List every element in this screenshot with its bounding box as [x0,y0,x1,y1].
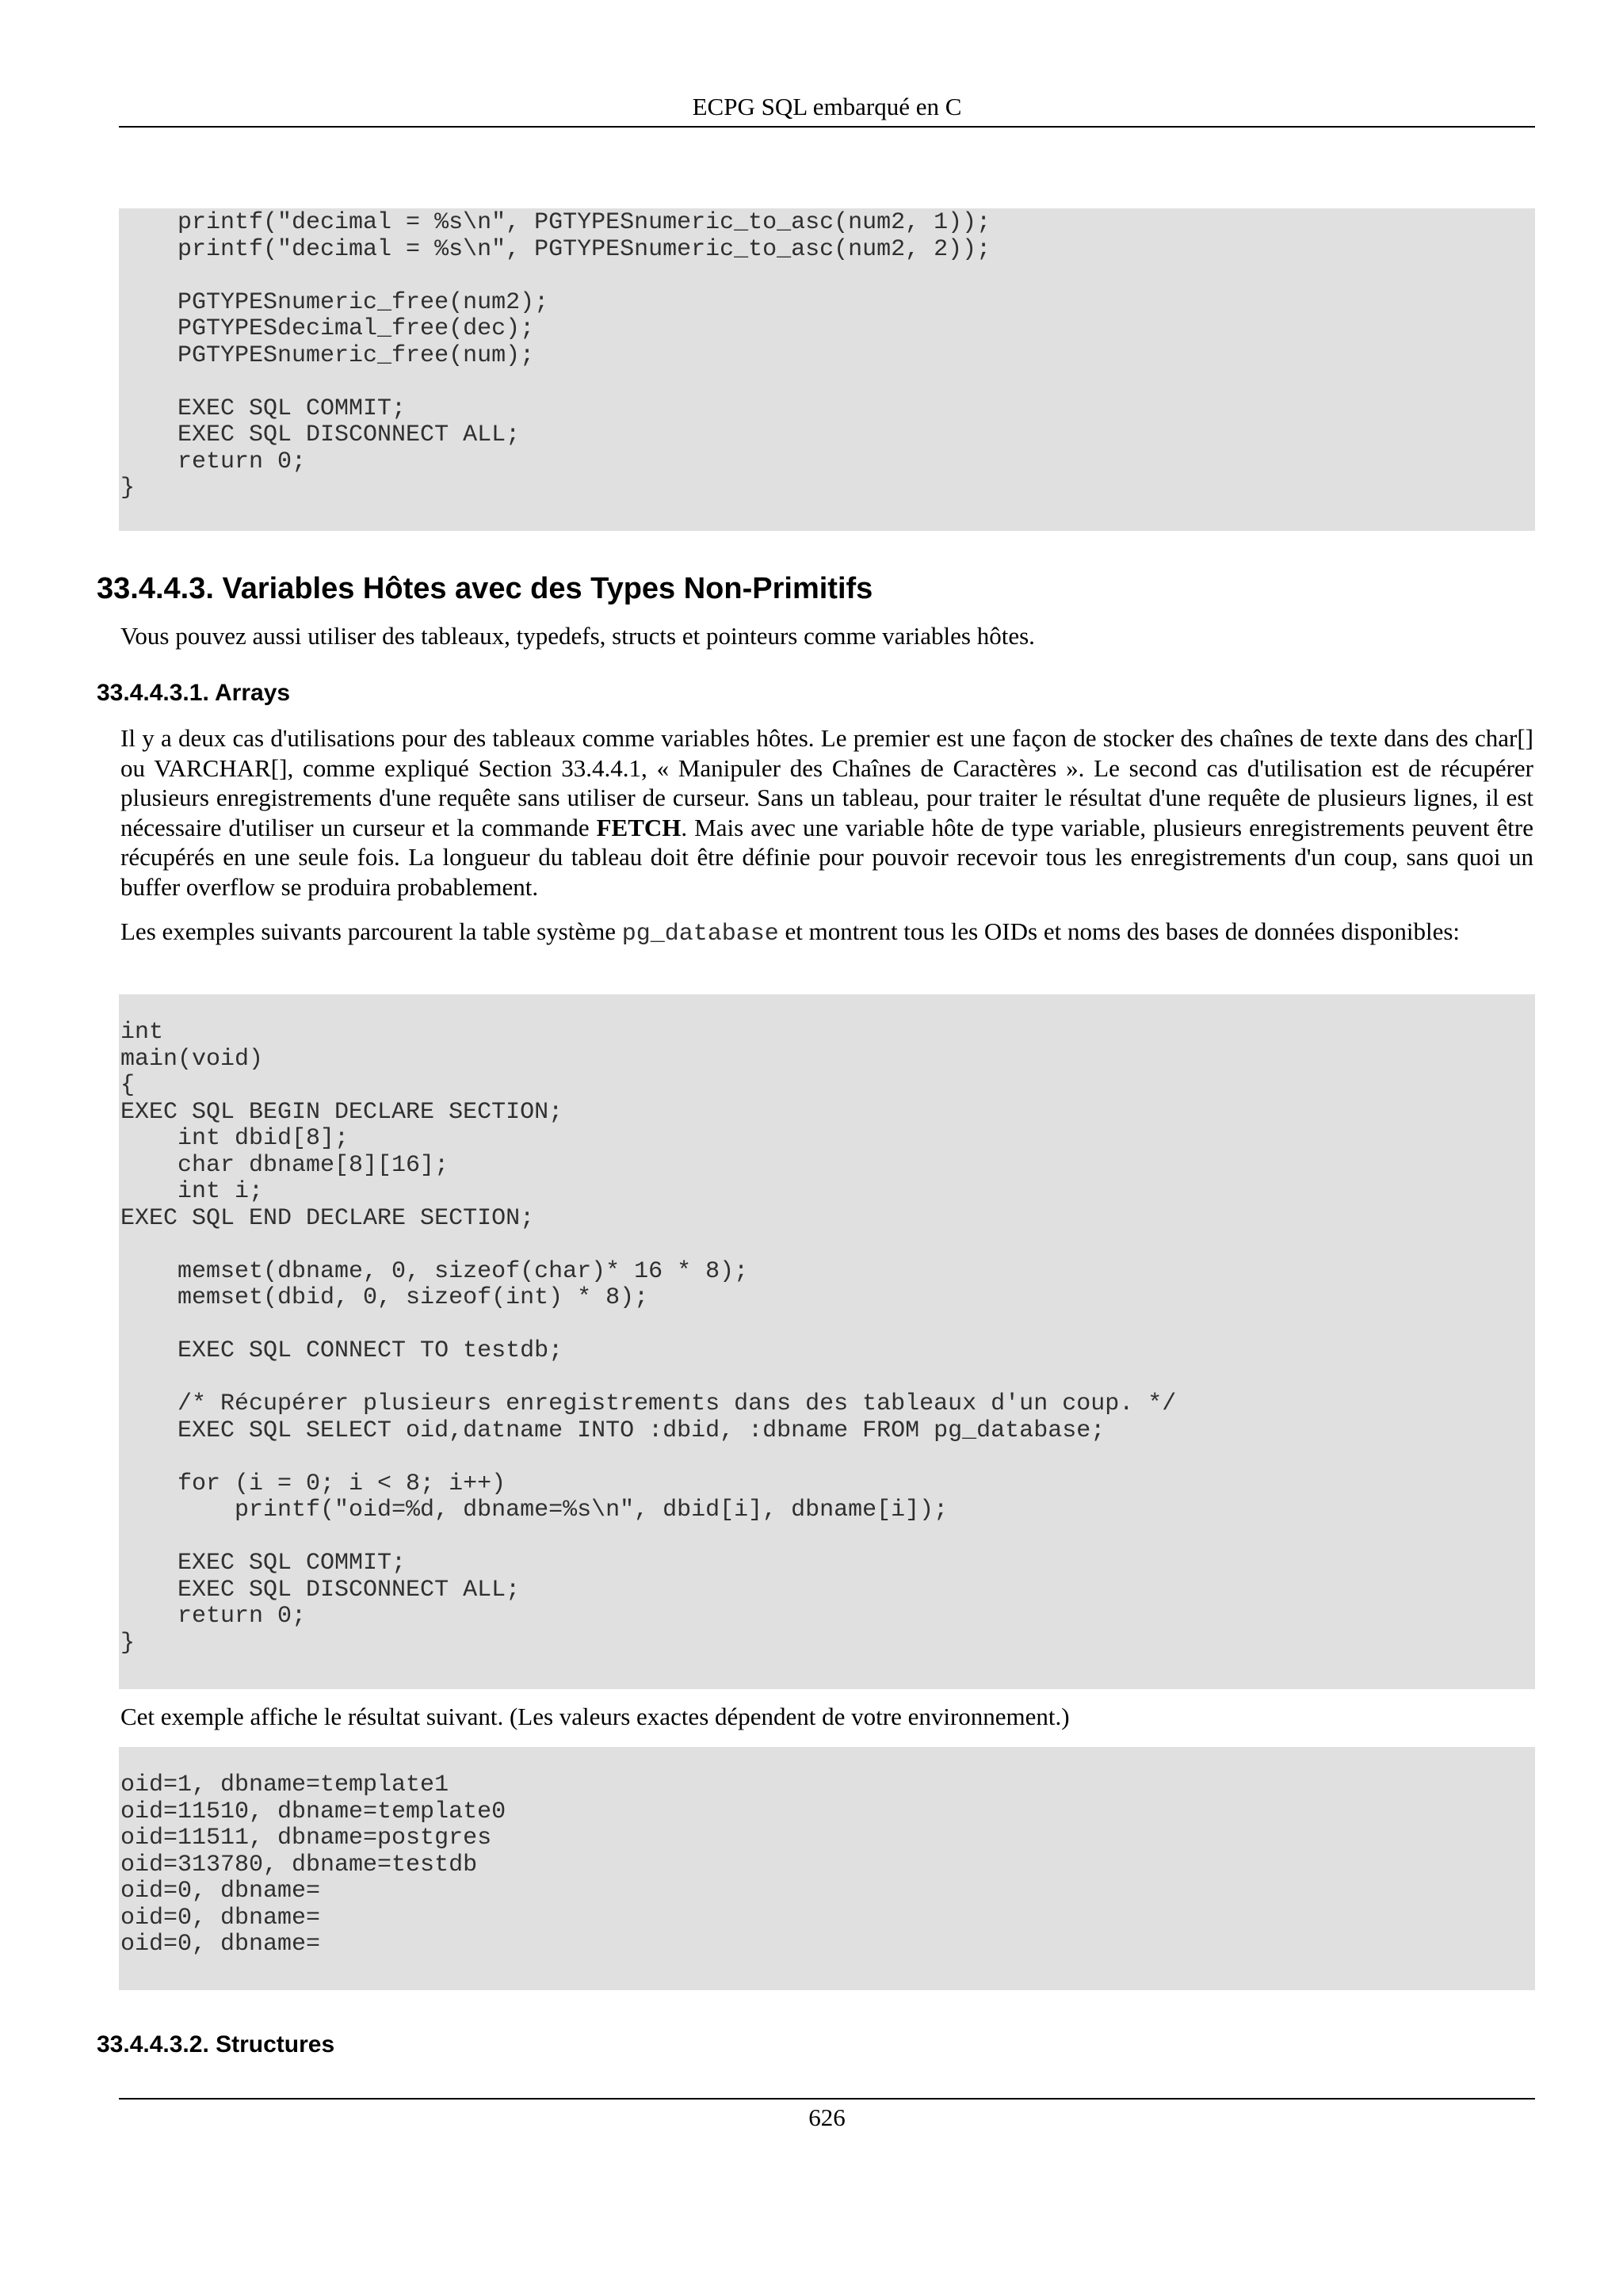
arrays-paragraph-part2: . Mais avec une variable hôte de type variable, plusieurs enregistrements peuvent être récupérés en une seule fois. La longueur du tableau doit être définie pour pouvoir recevoir tous les enregistrements d'un coup, sans quoi un buffer overflow se produira probablement. [120,813,1533,901]
output-block: oid=1, dbname=template1 oid=11510, dbname=template0 oid=11511, dbname=postgres oid=313780, dbname=testdb oid=0, dbname= oid=0, dbname= oid=0, dbname= [119,1747,1535,1990]
running-header: ECPG SQL embarqué en C [692,93,962,120]
page-number: 626 [808,2103,846,2131]
result-intro-paragraph: Cet exemple affiche le résultat suivant. (Les valeurs exactes dépendent de votre environnement.) [120,1703,1070,1730]
arrays-paragraph [120,723,1533,902]
code-block-continued: printf("decimal = %s\n", PGTYPESnumeric_to_asc(num2, 1)); printf("decimal = %s\n", PGTYPESnumeric_to_asc(num2, 2)); PGTYPESnumeric_free(num2); PGTYPESdecimal_free(dec); PGTYPESnumeric_free(num); EXEC SQL COMMIT; EXEC SQL DISCONNECT ALL; return 0; } [119,208,1535,531]
header-rule [119,126,1535,128]
pg-database-literal: pg_database [621,921,779,948]
arrays-heading: 33.4.4.3.1. Arrays [97,680,291,706]
examples-paragraph [120,917,1533,950]
structures-heading: 33.4.4.3.2. Structures [97,2031,335,2058]
intro-paragraph: Vous pouvez aussi utiliser des tableaux, typedefs, structs et pointeurs comme variables hôtes. [120,622,1035,650]
examples-text-after: et montrent tous les OIDs et noms des bases de données disponibles: [778,917,1461,945]
examples-text-before: Les exemples suivants parcourent la table système [120,917,622,945]
code-block-arrays-example: int main(void) { EXEC SQL BEGIN DECLARE SECTION; int dbid[8]; char dbname[8][16]; int i; EXEC SQL END DECLARE SECTION; memset(dbname, 0, sizeof(char)* 16 * 8); memset(dbid, 0, sizeof(int) * 8); EXEC SQL CONNECT TO testdb; /* Récupérer plusieurs enregistrements dans des tableaux d'un coup. */ EXEC SQL SELECT oid,datname INTO :dbid, :dbname FROM pg_database; for (i = 0; i < 8; i++) printf("oid=%d, dbname=%s\n", dbid[i], dbname[i]); EXEC SQL COMMIT; EXEC SQL DISCONNECT ALL; return 0; } [119,994,1535,1689]
fetch-keyword: FETCH [596,813,682,841]
arrays-paragraph-part1: Il y a deux cas d'utilisations pour des tableaux comme variables hôtes. Le premier est une façon de stocker des chaînes de texte dans des char[] ou VARCHAR[], comme expliqué Section 33.4.4.1, « Manipuler des Chaînes de Caractères ». Le second cas d'utilisation est de récupérer plusieurs enregistrements d'une requête sans utiliser de curseur. Sans un tableau, pour traiter le résultat d'une requête de plusieurs lignes, il est nécessaire d'utiliser un curseur et la commande [120,724,1533,841]
section-heading: 33.4.4.3. Variables Hôtes avec des Types Non-Primitifs [97,572,873,605]
